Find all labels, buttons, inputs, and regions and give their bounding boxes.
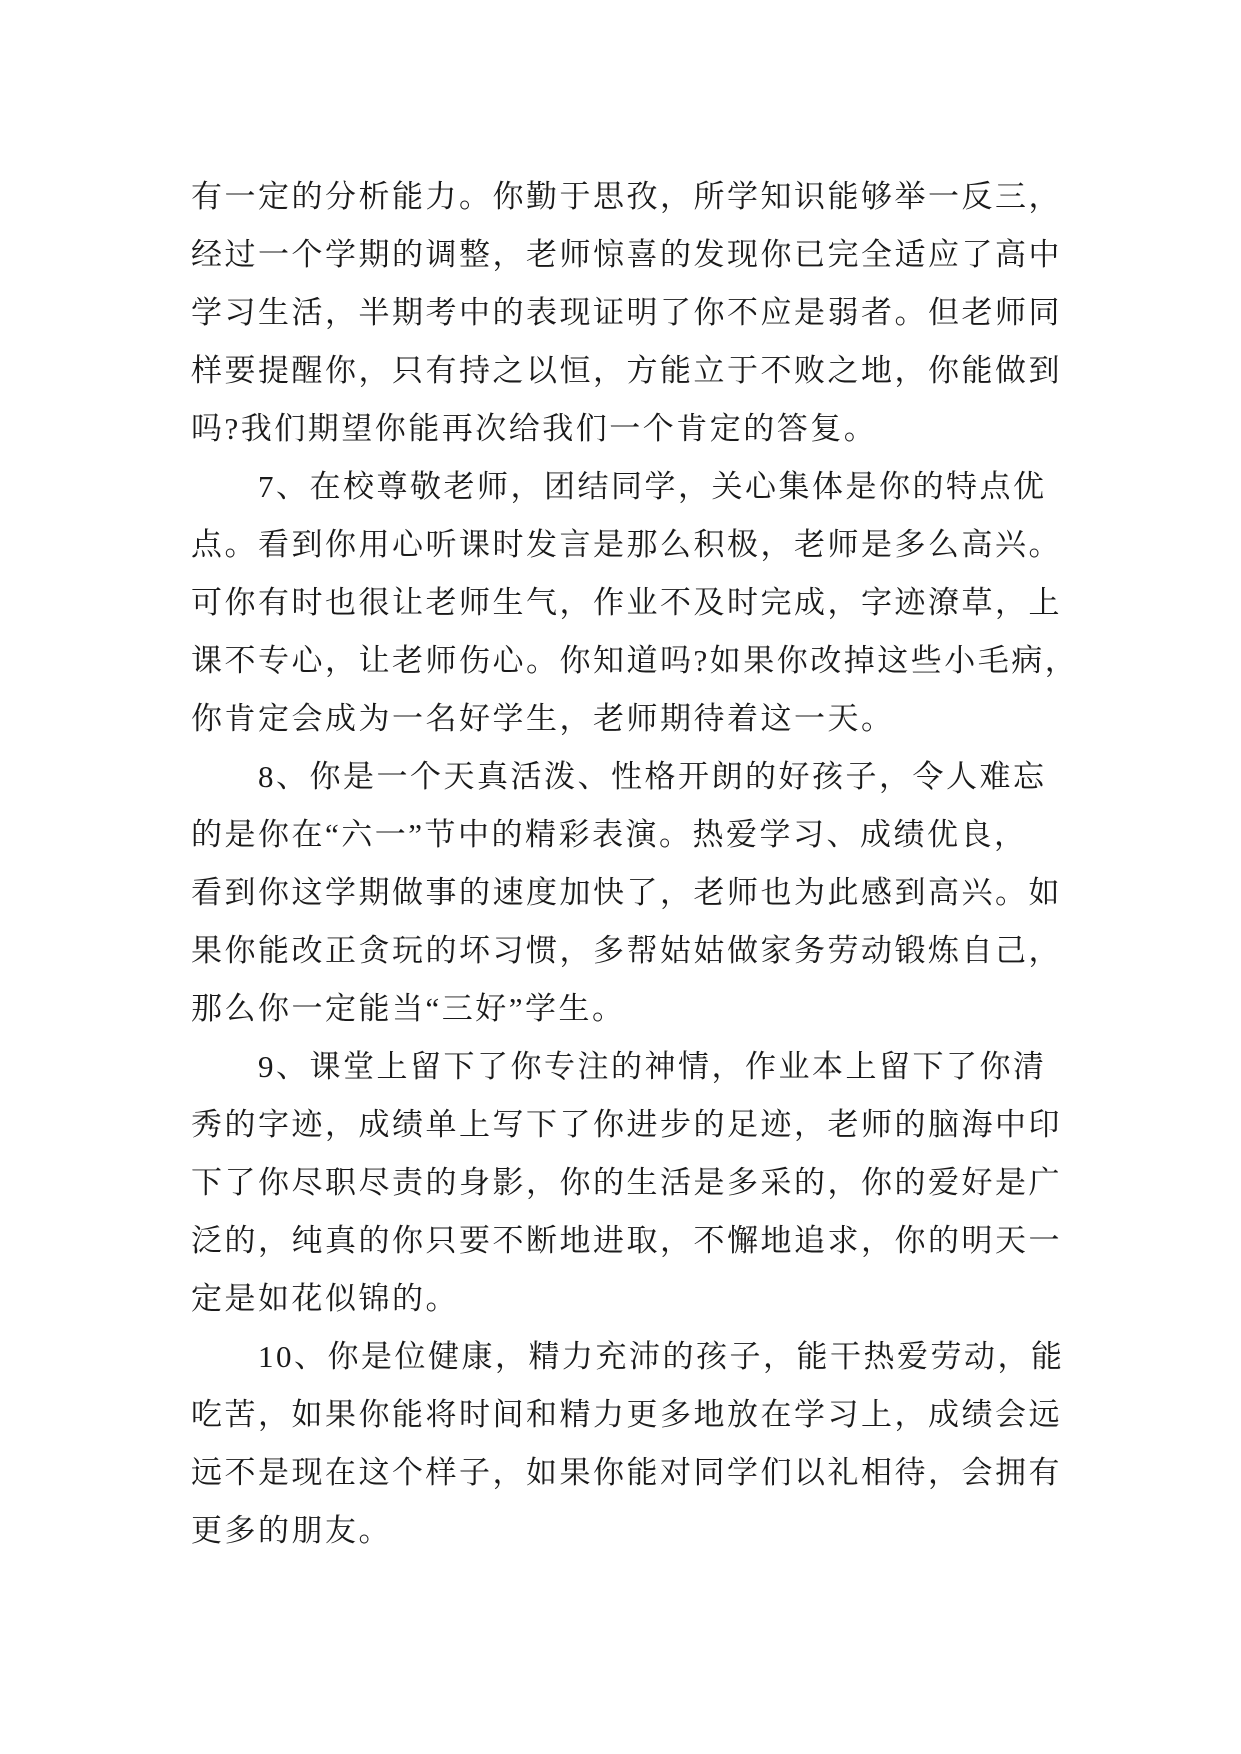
text-line: 吗?我们期望你能再次给我们一个肯定的答复。 xyxy=(191,411,878,446)
text-line: 那么你一定能当“三好”学生。 xyxy=(191,991,626,1026)
text-line: 下了你尽职尽责的身影，你的生活是多采的，你的爱好是广 xyxy=(191,1165,1062,1200)
text-line: 看到你这学期做事的速度加快了，老师也为此感到高兴。如 xyxy=(191,875,1062,910)
paragraph-item-9 xyxy=(191,1038,1091,1328)
text-line: 7、在校尊敬老师，团结同学，关心集体是你的特点优 xyxy=(258,469,1047,504)
text-line: 泛的，纯真的你只要不断地进取，不懈地追求，你的明天一 xyxy=(191,1223,1062,1258)
text-line: 吃苦，如果你能将时间和精力更多地放在学习上，成绩会远 xyxy=(191,1397,1062,1432)
text-line: 经过一个学期的调整，老师惊喜的发现你已完全适应了高中 xyxy=(191,237,1062,272)
paragraph-continuation xyxy=(191,168,1091,458)
text-line: 点。看到你用心听课时发言是那么积极，老师是多么高兴。 xyxy=(191,527,1062,562)
text-line: 的是你在“六一”节中的精彩表演。热爱学习、成绩优良， xyxy=(191,817,1028,852)
text-line: 样要提醒你，只有持之以恒，方能立于不败之地，你能做到 xyxy=(191,353,1062,388)
text-line: 远不是现在这个样子，如果你能对同学们以礼相待，会拥有 xyxy=(191,1455,1062,1490)
text-line: 8、你是一个天真活泼、性格开朗的好孩子，令人难忘 xyxy=(258,759,1047,794)
text-line: 9、课堂上留下了你专注的神情，作业本上留下了你清 xyxy=(258,1049,1047,1084)
paragraph-item-8 xyxy=(191,748,1091,1038)
text-line: 可你有时也很让老师生气，作业不及时完成，字迹潦草，上 xyxy=(191,585,1062,620)
text-line: 10、你是位健康，精力充沛的孩子，能干热爱劳动，能 xyxy=(258,1339,1065,1374)
text-line: 定是如花似锦的。 xyxy=(191,1281,459,1316)
text-line: 果你能改正贪玩的坏习惯，多帮姑姑做家务劳动锻炼自己， xyxy=(191,933,1062,968)
text-line: 你肯定会成为一名好学生，老师期待着这一天。 xyxy=(191,701,895,736)
text-line: 更多的朋友。 xyxy=(191,1513,392,1548)
text-line: 有一定的分析能力。你勤于思孜，所学知识能够举一反三， xyxy=(191,179,1062,214)
paragraph-item-7 xyxy=(191,458,1091,748)
document-body xyxy=(191,168,1091,1560)
text-line: 学习生活，半期考中的表现证明了你不应是弱者。但老师同 xyxy=(191,295,1062,330)
paragraph-item-10 xyxy=(191,1328,1091,1560)
text-line: 课不专心，让老师伤心。你知道吗?如果你改掉这些小毛病， xyxy=(191,643,1079,678)
text-line: 秀的字迹，成绩单上写下了你进步的足迹，老师的脑海中印 xyxy=(191,1107,1062,1142)
